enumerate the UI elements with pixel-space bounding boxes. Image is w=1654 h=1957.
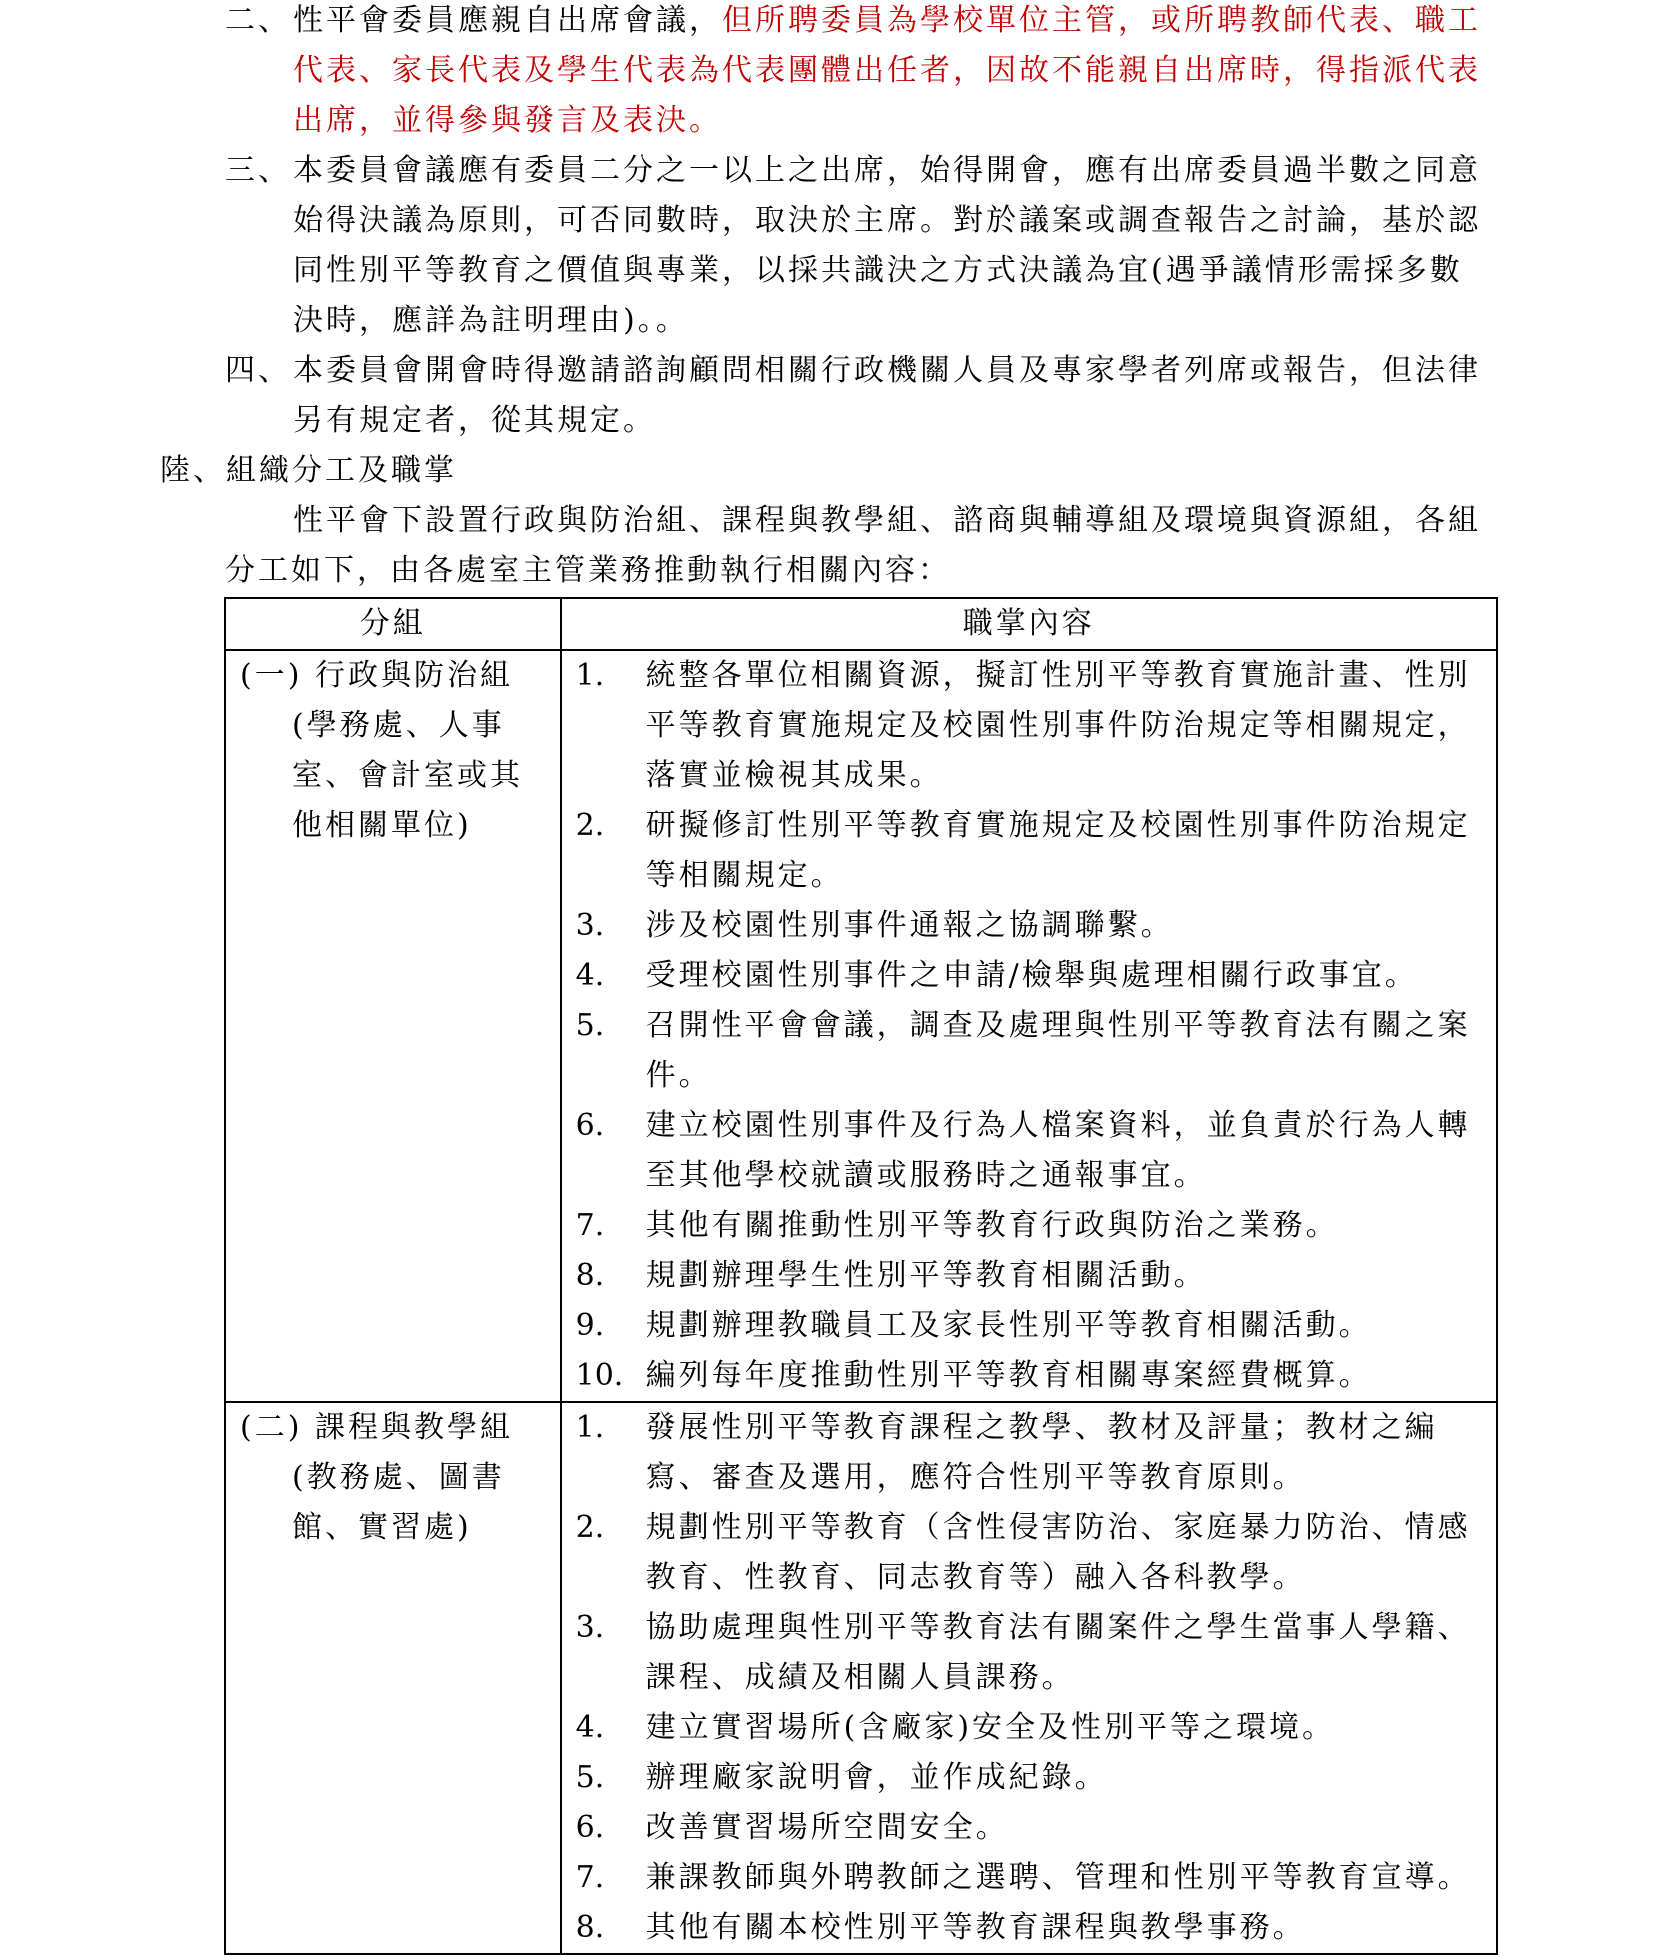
table-row-group-1 [225,650,1497,1402]
duty-list [562,651,1496,1401]
duty-number: 4. [575,1710,605,1745]
duty-text: 編列每年度推動性別平等教育相關專案經費概算。 [645,1358,1372,1393]
duty-item [576,1351,1478,1401]
clause-number: 三、 [225,153,291,188]
duty-number: 10. [575,1358,624,1393]
section-intro: 性平會下設置行政與防治組、課程與教學組、諮商與輔導組及環境與資源組，各組分工如下，由各處室主管業務推動執行相關內容： [225,503,1481,588]
duty-number: 5. [575,1008,605,1043]
duty-item [576,1201,1478,1251]
clause-text: 本委員會開會時得邀請諮詢顧問相關行政機關人員及專家學者列席或報告，但法律另有規定者，從其規定。 [293,353,1481,438]
duty-number: 2. [575,808,605,843]
clause-text [293,0,1495,146]
duty-item [576,901,1478,951]
group-units: (學務處、人事室、會計室或其他相關單位) [292,708,523,843]
duty-text: 兼課教師與外聘教師之選聘、管理和性別平等教育宣導。 [645,1860,1471,1895]
duty-number: 7. [575,1208,605,1243]
duty-item [576,1503,1478,1603]
duty-number: 6. [575,1108,605,1143]
clause-text: 本委員會議應有委員二分之一以上之出席，始得開會，應有出席委員過半數之同意始得決議為原則，可否同數時，取決於主席。對於議案或調查報告之討論，基於認同性別平等教育之價值與專業，以採共識決之方式決議為宜(遇爭議情形需採多數決時，應詳為註明理由)。。 [293,153,1481,338]
duty-text: 協助處理與性別平等教育法有關案件之學生當事人學籍、課程、成績及相關人員課務。 [645,1610,1471,1695]
duty-number: 2. [575,1510,605,1545]
duty-item [576,1001,1478,1101]
clause-number: 二、 [225,3,291,38]
column-header-duties: 職掌內容 [561,598,1497,650]
duty-item [576,1251,1478,1301]
duty-text: 其他有關本校性別平等教育課程與教學事務。 [645,1910,1306,1945]
duty-text: 涉及校園性別事件通報之協調聯繫。 [645,908,1174,943]
duty-text: 規劃辦理教職員工及家長性別平等教育相關活動。 [645,1308,1372,1343]
group-name: (二) 課程與教學組 [240,1410,513,1445]
duty-list [562,1403,1496,1953]
duty-text: 研擬修訂性別平等教育實施規定及校園性別事件防治規定等相關規定。 [645,808,1471,893]
group-units: (教務處、圖書館、實習處) [292,1460,505,1545]
duty-item [576,801,1478,901]
group-cell [225,1402,561,1954]
duty-text: 發展性別平等教育課程之教學、教材及評量；教材之編寫、審查及選用，應符合性別平等教育原則。 [645,1410,1438,1495]
group-name: (一) 行政與防治組 [240,658,513,693]
column-header-group: 分組 [225,598,561,650]
duty-text: 改善實習場所空間安全。 [645,1810,1009,1845]
duty-text: 規劃辦理學生性別平等教育相關活動。 [645,1258,1207,1293]
duty-text: 召開性平會會議，調查及處理與性別平等教育法有關之案件。 [645,1008,1471,1093]
group-cell [225,650,561,1402]
duty-item [576,651,1478,801]
duty-item [576,1603,1478,1703]
duty-item [576,1803,1478,1853]
duty-number: 6. [575,1810,605,1845]
duty-number: 3. [575,908,605,943]
duty-item [576,1403,1478,1503]
clause-item-2 [225,0,1495,138]
section-heading: 陸、組織分工及職掌 [160,453,457,488]
clause-text-plain: 性平會委員應親自出席會議， [293,3,722,38]
clause-item-3 [225,146,1495,338]
duty-text: 辦理廠家說明會，並作成紀錄。 [645,1760,1108,1795]
duty-item [576,1853,1478,1903]
duty-number: 1. [575,1410,605,1445]
duty-text: 其他有關推動性別平等教育行政與防治之業務。 [645,1208,1339,1243]
duty-item [576,1903,1478,1953]
duty-text: 建立實習場所(含廠家)安全及性別平等之環境。 [645,1710,1336,1745]
duty-number: 9. [575,1308,605,1343]
table-header-row [225,598,1497,650]
duty-number: 7. [575,1860,605,1895]
duty-item [576,1703,1478,1753]
duty-text: 建立校園性別事件及行為人檔案資料，並負責於行為人轉至其他學校就讀或服務時之通報事宜。 [645,1108,1471,1193]
duty-text: 受理校園性別事件之申請/檢舉與處理相關行政事宜。 [645,958,1418,993]
clause-item-4 [225,346,1495,438]
duty-item [576,1101,1478,1201]
duty-number: 3. [575,1610,605,1645]
duty-item [576,951,1478,1001]
clause-number: 四、 [225,353,291,388]
duty-number: 8. [575,1910,605,1945]
duties-cell [561,1402,1497,1954]
duty-item [576,1301,1478,1351]
table-row-group-2 [225,1402,1497,1954]
duty-number: 1. [575,658,605,693]
duty-table [224,597,1498,1955]
duty-number: 8. [575,1258,605,1293]
duty-text: 統整各單位相關資源，擬訂性別平等教育實施計畫、性別平等教育實施規定及校園性別事件防治規定等相關規定，落實並檢視其成果。 [645,658,1471,793]
duty-number: 5. [575,1760,605,1795]
duties-cell [561,650,1497,1402]
clause-text-highlight: 但所聘委員為學校單位主管，或所聘教師代表、職工代表、家長代表及學生代表為代表團體出任者，因故不能親自出席時，得指派代表出席，並得參與發言及表決。 [293,3,1481,138]
duty-item [576,1753,1478,1803]
duty-text: 規劃性別平等教育（含性侵害防治、家庭暴力防治、情感教育、性教育、同志教育等）融入各科教學。 [645,1510,1471,1595]
duty-number: 4. [575,958,605,993]
